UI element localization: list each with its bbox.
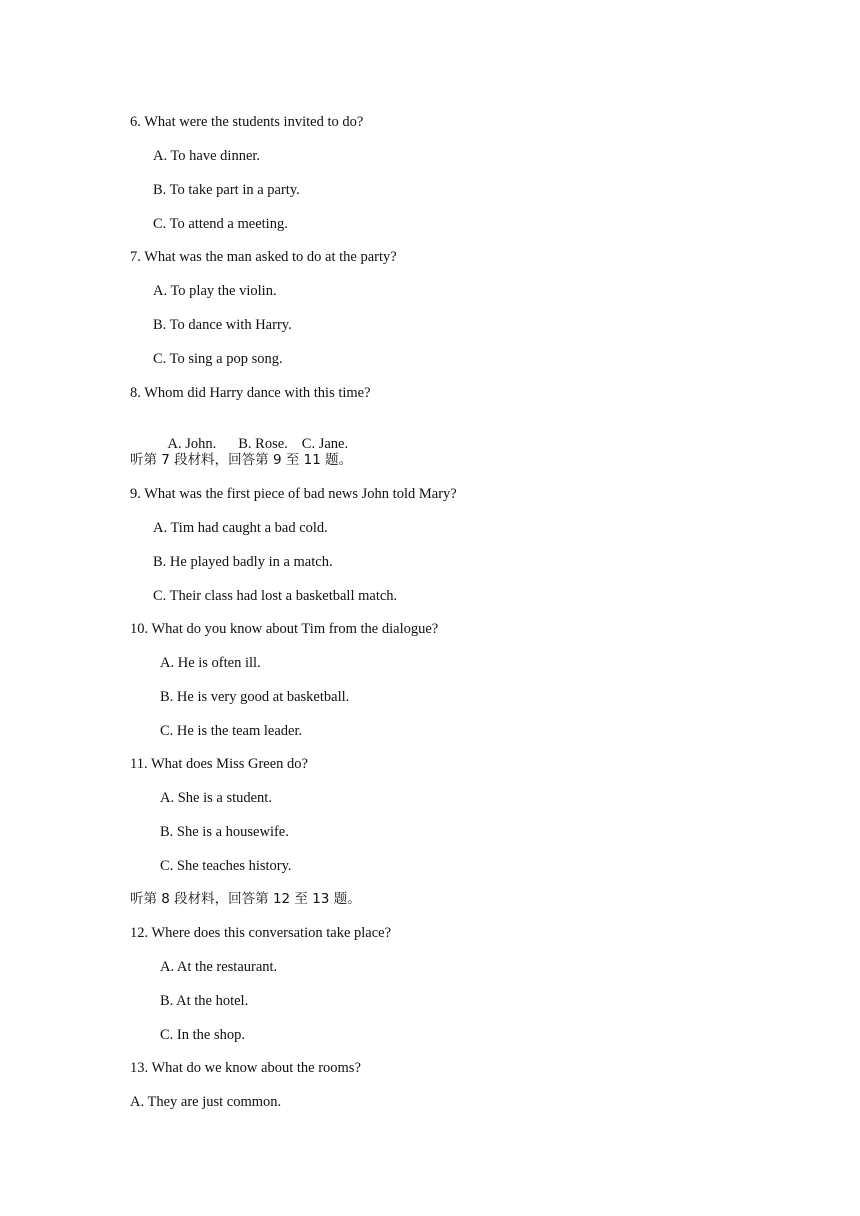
q8-option-a: A. John. [167,436,217,452]
q7-option-c: C. To sing a pop song. [153,351,283,367]
q6-option-a: A. To have dinner. [153,148,261,164]
question-7: 7. What was the man asked to do at the party? [130,249,397,265]
q9-option-c: C. Their class had lost a basketball match. [153,588,398,604]
q10-option-b: B. He is very good at basketball. [160,689,350,705]
q12-option-a: A. At the restaurant. [160,959,278,975]
q13-option-a: A. They are just common. [130,1094,282,1110]
question-13: 13. What do we know about the rooms? [130,1060,361,1076]
question-11: 11. What does Miss Green do? [130,756,308,772]
question-9: 9. What was the first piece of bad news John told Mary? [130,486,457,502]
q6-option-c: C. To attend a meeting. [153,216,288,232]
q8-option-b: B. Rose. [238,436,288,452]
q10-option-c: C. He is the team leader. [160,723,303,739]
q11-option-a: A. She is a student. [160,790,272,806]
q7-option-a: A. To play the violin. [153,283,277,299]
question-8: 8. Whom did Harry dance with this time? [130,385,371,401]
q12-option-c: C. In the shop. [160,1027,245,1043]
q10-option-a: A. He is often ill. [160,655,261,671]
q11-option-b: B. She is a housewife. [160,824,289,840]
q6-option-b: B. To take part in a party. [153,182,300,198]
q7-option-b: B. To dance with Harry. [153,317,292,333]
q9-option-b: B. He played badly in a match. [153,554,333,570]
q9-option-a: A. Tim had caught a bad cold. [153,520,328,536]
section-heading-7: 听第 7 段材料，回答第 9 至 11 题。 [130,452,353,468]
q12-option-b: B. At the hotel. [160,993,249,1009]
section-heading-8: 听第 8 段材料，回答第 12 至 13 题。 [130,891,361,907]
q8-option-c: C. Jane. [301,436,349,452]
question-12: 12. Where does this conversation take place? [130,925,392,941]
question-6: 6. What were the students invited to do? [130,114,364,130]
q11-option-c: C. She teaches history. [160,858,292,874]
question-10: 10. What do you know about Tim from the dialogue? [130,621,439,637]
